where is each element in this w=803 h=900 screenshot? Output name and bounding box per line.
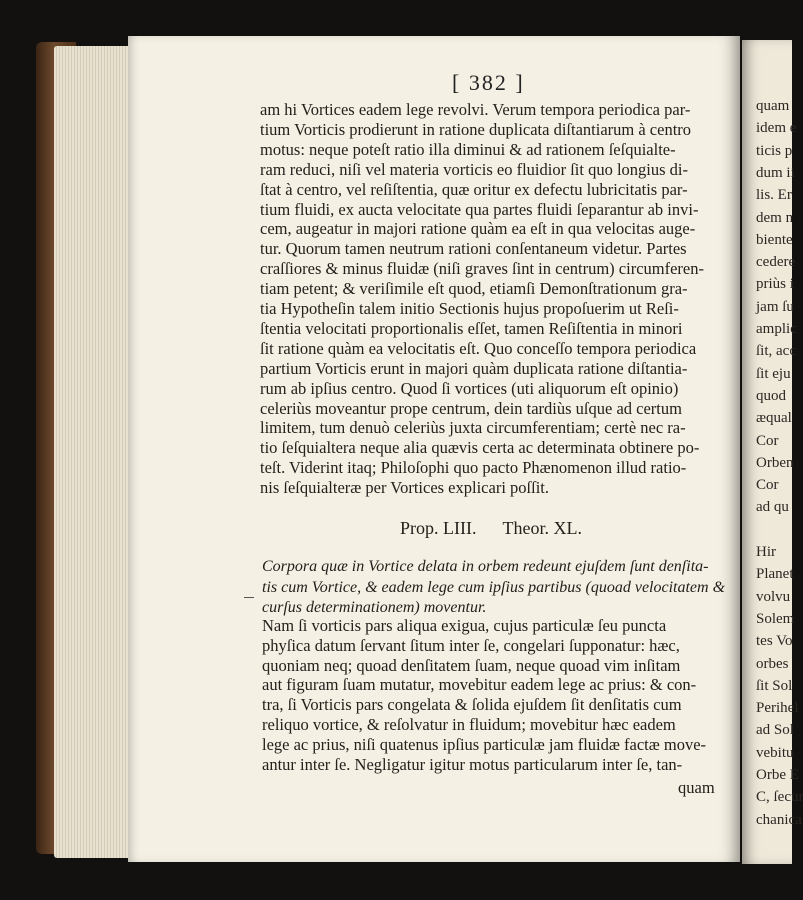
right-page-line: quod — [756, 387, 786, 404]
right-page-line: æqual — [756, 410, 792, 427]
right-page-line: Cor — [756, 432, 779, 449]
right-page-line: Planet — [756, 566, 794, 583]
text-line: craſſiores & minus fluidæ (niſi graves ſint in centrum) circumferen- — [260, 259, 704, 279]
text-line: quoniam neq; quoad denſitatem ſuam, neque quoad vim inſitam — [262, 655, 681, 675]
right-page-line: ſit, acc — [756, 343, 796, 360]
right-page-line: ad Sol — [756, 722, 794, 739]
theorem-number: Theor. XL. — [502, 518, 582, 538]
right-page-line: dem n — [756, 209, 794, 226]
right-page-line: Solem — [756, 610, 795, 627]
text-line: antur inter ſe. Negligatur igitur motus particularum inter ſe, tan- — [262, 754, 683, 774]
right-page-line: dum ii — [756, 164, 795, 181]
text-line: tiam petent; & veriſimile eſt quod, etiamſi Demonſtrationum gra- — [260, 279, 688, 299]
text-line: reliquo vortice, & reſolvatur in fluidum; movebitur hæc eadem — [262, 715, 676, 734]
text-line: Nam ſi vorticis pars aliqua exigua, cujus particulæ ſeu puncta — [262, 616, 667, 635]
page-number: [ 382 ] — [452, 70, 525, 95]
right-page-line: chanica — [756, 811, 802, 828]
right-page-line: Hir — [756, 544, 776, 560]
right-page-line: Orben — [756, 454, 794, 471]
right-page-line: vebitu — [756, 744, 794, 761]
text-line: nis ſeſquialteræ per Vortices explicari poſſit. — [260, 478, 549, 498]
proposition-number: Prop. LIII. — [400, 518, 477, 538]
text-line: tia Hypotheſin talem initio Sectionis hujus propoſuerim ut Reſi- — [260, 299, 679, 318]
text-line: tium fluidi, ex aucta velocitate qua partes fluidi ſeparantur ab invi- — [260, 199, 699, 219]
catchword: quam — [678, 778, 715, 797]
proposition-heading — [400, 518, 608, 539]
text-line: celeriùs moveantur prope centrum, dein tardiùs uſque ad certum — [260, 398, 682, 418]
right-page-line: cedere — [756, 254, 796, 271]
right-page-line: priùs i — [756, 276, 794, 293]
text-line: partium Vorticis erunt in majori quàm duplicata ratione diſtantia- — [260, 358, 688, 378]
right-page-line: Orbe E — [756, 767, 799, 783]
right-page-line: ſit eju — [756, 365, 791, 382]
right-page — [742, 40, 803, 864]
text-line: aut figuram ſuam mutatur, movebitur eadem lege ac prius: & con- — [262, 675, 697, 695]
text-line: tis cum Vortice, & eadem lege cum ipſius partibus (quoad velocitatem & — [262, 578, 726, 596]
text-line: limitem, tum denuò celeriùs juxta circumferentiam; certè nec ra- — [260, 418, 686, 438]
text-line: curſus determinationem) moventur. — [262, 599, 487, 616]
right-page-line: ticis p — [756, 142, 793, 159]
right-page-line: orbes — [756, 655, 789, 672]
text-line: lege ac prius, niſi quatenus ipſius particulæ jam fluidæ factæ move- — [262, 734, 707, 754]
right-page-line: C, ſecur — [756, 789, 803, 806]
text-line: tium Vorticis prodierunt in ratione duplicata diſtantiarum à centro — [260, 119, 692, 139]
text-line: teſt. Viderint itaq; Philoſophi quo pacto Phænomenon illud ratio- — [260, 458, 687, 478]
text-line: tio ſeſquialtera neque alia quævis certa ac determinata obtinere po- — [260, 438, 700, 458]
text-line: Corpora quæ in Vortice delata in orbem redeunt ejuſdem ſunt denſita- — [262, 558, 709, 575]
right-page-line: Cor — [756, 477, 779, 494]
right-page-line: jam ſu — [756, 298, 794, 315]
text-line: ſtat à centro, vel reſiſtentia, quæ oritur ex defectu lubricitatis par- — [260, 179, 688, 199]
text-line: tra, ſi Vorticis pars congelata & ſolida ejuſdem ſit denſitatis cum — [262, 695, 682, 715]
right-page-line: idem e — [756, 120, 797, 137]
text-line: am hi Vortices eadem lege revolvi. Verum tempora periodica par- — [260, 100, 691, 119]
text-line: motus: neque poteſt ratio illa diminui & ad rationem ſeſquialte- — [260, 139, 676, 159]
right-page-line: ſit Sol — [756, 677, 793, 694]
right-page-line: Perihel — [756, 700, 799, 717]
right-page-line: amplic — [756, 321, 797, 337]
right-page-line: biente — [756, 231, 793, 248]
text-line: ram reduci, niſi vel materia vorticis eo fluidior ſit quo longius di- — [260, 159, 688, 179]
text-line: phyſica datum ſervant ſitum inter ſe, congelari ſupponatur: hæc, — [262, 635, 680, 655]
text-line: cem, augeatur in majori ratione quàm ea eſt in qua velocitas auge- — [260, 219, 696, 239]
margin-mark — [244, 597, 254, 598]
right-page-line: tes Vo — [756, 633, 793, 650]
right-page-line: ad qu — [756, 499, 789, 516]
text-line: ſtentia velocitati proportionalis eſſet, tamen Reſiſtentia in minori — [260, 318, 683, 338]
right-page-line: lis. Er — [756, 187, 792, 204]
text-line: rum ab ipſius centro. Quod ſi vortices (uti aliquorum eſt opinio) — [260, 378, 679, 398]
text-line: tur. Quorum tamen neutrum rationi conſentaneum videtur. Partes — [260, 239, 687, 259]
right-page-line: volvu — [756, 588, 791, 605]
right-page-line: quam — [756, 98, 790, 114]
text-line: ſit ratione quàm ea velocitatis eſt. Quo conceſſo tempora periodica — [260, 338, 697, 358]
